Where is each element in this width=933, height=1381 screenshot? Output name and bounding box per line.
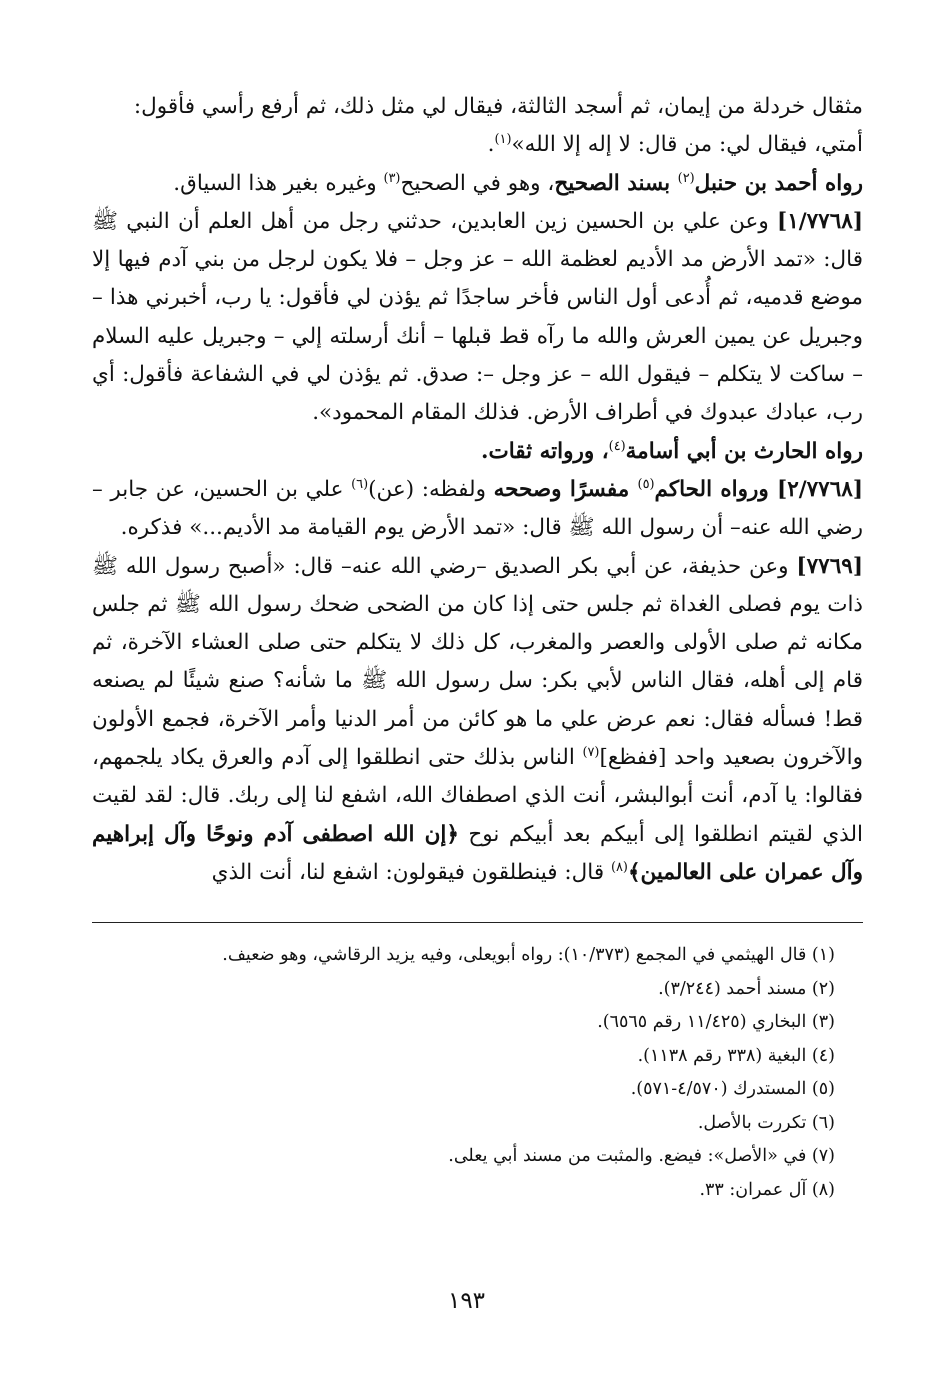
text-segment: . <box>487 132 495 158</box>
footnote-ref: (١) <box>494 132 512 148</box>
footnote-ref: (٨) <box>610 859 628 875</box>
hadith-number: [٧٧٦٩] <box>796 553 863 579</box>
text-segment: أمتي، فيقال لي: من قال: لا إله إلا الله» <box>511 132 863 158</box>
footnote-ref: (٤) <box>608 438 626 454</box>
paragraph-1 <box>92 88 863 165</box>
paragraph-2-attribution <box>92 165 863 203</box>
hadith-text: الناس بذلك حتى انطلقوا إلى آدم والعرق يكاد يلجمهم، فقالوا: يا آدم، أنت أبوالبشر، أنت الذي اصطفاك الله، اشفع لنا إلى ربك. قال: لقد لقيت الذي لقيتم انطلقوا إلى أبيكم بعد أبيكم نوح <box>92 745 863 847</box>
text-segment: ، وهو في الصحيح <box>400 170 555 196</box>
text-segment: وغيره بغير هذا السياق. <box>173 170 384 196</box>
footnotes <box>92 939 863 1207</box>
footnote-1: (١) قال الهيثمي في المجمع (١٠/٣٧٣): رواه أبويعلى، وفيه يزيد الرقاشي، وهو ضعيف. <box>222 945 835 966</box>
footnote-4: (٤) البغية (٣٣٨ رقم ١١٣٨). <box>637 1045 835 1066</box>
hadith-text: قال: فينطلقون فيقولون: اشفع لنا، أنت الذي <box>211 859 611 885</box>
narrator-name: رواه الحارث بن أبي أسامة <box>625 438 863 464</box>
grading: ، ورواته ثقات. <box>480 438 609 464</box>
paragraph-3-hadith <box>92 203 863 433</box>
grading: مفسرًا وصححه <box>493 476 638 502</box>
page-number: ١٩٣ <box>447 1288 486 1314</box>
footnote-3: (٣) البخاري (١١/٤٢٥ رقم ٦٥٦٥). <box>597 1012 835 1033</box>
footnote-2: (٢) مسند أحمد (٣/٢٤٤). <box>658 978 835 999</box>
footnote-ref: (٢) <box>677 170 695 186</box>
footnote-7: (٧) في «الأصل»: فيضع. والمثبت من مسند أبي يعلى. <box>448 1146 835 1167</box>
footnote-ref: (٦) <box>351 476 369 492</box>
main-text <box>92 88 863 892</box>
footnote-separator <box>92 922 863 923</box>
paragraph-6-hadith <box>92 548 863 893</box>
footnote-6: (٦) تكررت بالأصل. <box>697 1112 835 1133</box>
hadith-number: [١/٧٧٦٨] <box>777 208 863 234</box>
grading: بسند الصحيح <box>554 170 678 196</box>
text-segment: ولفظه: (عن) <box>368 476 494 502</box>
narrator-name: رواه أحمد بن حنبل <box>694 170 863 196</box>
text-segment: علي بن الحسين، عن جابر –رضي الله عنه– أن رسول الله ﷺ قال: «تمد الأرض يوم القيامة مد الأديم...» فذكره. <box>92 476 863 541</box>
hadith-text: وعن حذيفة، عن أبي بكر الصديق –رضي الله عنه– قال: «أصبح رسول الله ﷺ ذات يوم فصلى الغداة ثم جلس حتى إذا كان من الضحى ضحك رسول الله ﷺ ثم جلس مكانه ثم صلى الأولى والعصر والمغرب، كل ذلك لا يتكلم حتى صلى العشاء الآخرة، ثم قام إلى أهله، فقال الناس لأبي بكر: سل رسول الله ﷺ ما شأنه؟ صنع شيئًا لم يصنعه قط! فسأله فقال: نعم عرض علي ما هو كائن من أمر الدنيا وأمر الآخرة، فجمع الأولون والآخرون بصعيد واحد [ففظع] <box>92 553 863 771</box>
text-segment: مثقال خردلة من إيمان، ثم أسجد الثالثة، فيقال لي مثل ذلك، ثم أرفع رأسي فأقول: <box>133 94 863 119</box>
hadith-number: [٢/٧٧٦٨] <box>777 476 863 502</box>
footnote-ref: (٧) <box>582 744 600 760</box>
narrator-name: ورواه الحاكم <box>654 476 778 502</box>
footnote-ref: (٣) <box>383 170 401 186</box>
footnote-8: (٨) آل عمران: ٣٣. <box>699 1179 835 1200</box>
footnote-5: (٥) المستدرك (٤/٥٧٠-٥٧١). <box>630 1079 835 1100</box>
quran-verse: ﴿إن الله اصطفى آدم ونوحًا وآل إبراهيم وآل عمران على العالمين﴾ <box>92 821 863 885</box>
paragraph-5-hadith <box>92 471 863 548</box>
paragraph-4-attribution <box>92 433 863 471</box>
footnote-ref: (٥) <box>637 476 655 492</box>
hadith-text: وعن علي بن الحسين زين العابدين، حدثني رجل من أهل العلم أن النبي ﷺ قال: «تمد الأرض مد الأديم لعظمة الله – عز وجل – فلا يكون لرجل من بني آدم فيها إلا موضع قدميه، ثم أُدعى أول الناس فأخر ساجدًا ثم يؤذن لي فأقول: يا رب، أخبرني هذا – وجبريل عن يمين العرش والله ما رآه قط قبلها – أنك أرسلته إلي – وجبريل عليه السلام – ساكت لا يتكلم – فيقول الله – عز وجل –: صدق. ثم يؤذن لي في الشفاعة فأقول: أي رب، عبادك عبدوك في أطراف الأرض. فذلك المقام المحمود». <box>92 208 863 426</box>
